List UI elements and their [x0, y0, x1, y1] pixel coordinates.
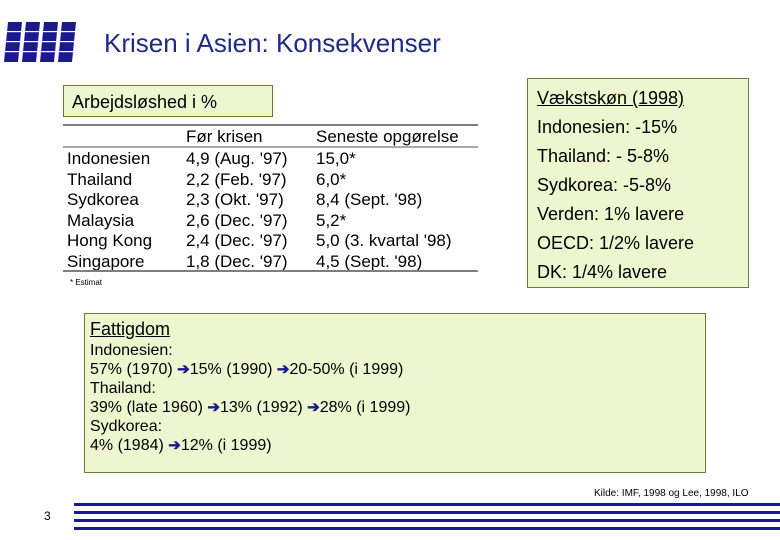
arrow-right-icon: ➔: [177, 361, 190, 378]
before-cell: 1,8 (Dec. '97): [186, 251, 288, 271]
poverty-value: 57% (1970): [90, 361, 173, 378]
before-cell: 2,6 (Dec. '97): [186, 210, 288, 230]
unemployment-table: [63, 124, 478, 272]
latest-cell: 15,0*: [316, 149, 356, 168]
arrow-right-icon: ➔: [207, 399, 220, 416]
poverty-value: 39% (late 1960): [90, 399, 203, 416]
table-row: [63, 148, 478, 169]
latest-cell: 5,2*: [316, 210, 347, 230]
poverty-value: 20-50% (i 1999): [289, 361, 404, 378]
country-cell: Malaysia: [67, 210, 135, 230]
table-bottom-rule: [63, 270, 478, 272]
poverty-values: [90, 398, 705, 417]
poverty-country: Indonesien:: [90, 342, 173, 359]
country-cell: Hong Kong: [67, 231, 153, 250]
growth-item: Thailand: - 5-8%: [537, 146, 670, 166]
growth-item: Sydkorea: -5-8%: [537, 175, 672, 195]
poverty-heading: Fattigdom: [90, 319, 171, 339]
poverty-values: [90, 436, 705, 455]
unemployment-label: Arbejdsløshed i %: [72, 92, 218, 112]
latest-cell: 5,0 (3. kvartal '98): [316, 231, 452, 250]
growth-item: Indonesien: -15%: [537, 117, 678, 137]
table-row: [63, 251, 478, 272]
page-title: Krisen i Asien: Konsekvenser: [104, 28, 441, 58]
growth-box: [527, 78, 749, 288]
header-before: Før krisen: [186, 127, 263, 146]
arrow-right-icon: ➔: [168, 437, 181, 454]
country-cell: Sydkorea: [67, 190, 139, 209]
page-number: 3: [44, 509, 51, 523]
decorative-lines: [74, 503, 780, 537]
header-latest: Seneste opgørelse: [316, 127, 459, 146]
unemployment-label-box: [63, 85, 273, 117]
table-footnote: * Estimat: [70, 278, 103, 287]
source-note: Kilde: IMF, 1998 og Lee, 1998, ILO: [594, 488, 749, 499]
country-cell: Thailand: [67, 169, 133, 189]
arrow-right-icon: ➔: [276, 361, 290, 378]
table-row: [63, 210, 478, 231]
growth-item: DK: 1/4% lavere: [537, 262, 668, 282]
latest-cell: 4,5 (Sept. '98): [316, 251, 423, 271]
latest-cell: 6,0*: [316, 169, 347, 189]
before-cell: 4,9 (Aug. '97): [186, 149, 288, 168]
before-cell: 2,2 (Feb. '97): [186, 169, 287, 189]
logo-icon: [2, 22, 82, 62]
poverty-value: 12% (i 1999): [180, 437, 272, 454]
latest-cell: 8,4 (Sept. '98): [316, 190, 423, 209]
poverty-value: 13% (1992): [220, 399, 303, 416]
country-cell: Singapore: [67, 251, 145, 271]
growth-item: OECD: 1/2% lavere: [537, 233, 695, 253]
country-cell: Indonesien: [67, 149, 151, 168]
poverty-country: Thailand:: [90, 380, 156, 397]
table-row: [63, 189, 478, 210]
poverty-country: Sydkorea:: [90, 418, 163, 435]
poverty-values: [90, 360, 705, 379]
table-row: [63, 230, 478, 251]
arrow-right-icon: ➔: [307, 399, 320, 416]
before-cell: 2,4 (Dec. '97): [186, 231, 288, 250]
poverty-value: 28% (i 1999): [319, 399, 411, 416]
growth-item: Verden: 1% lavere: [537, 204, 685, 224]
before-cell: 2,3 (Okt. '97): [186, 190, 284, 209]
poverty-box: [84, 313, 706, 473]
poverty-value: 4% (1984): [90, 437, 164, 454]
poverty-value: 15% (1990): [189, 361, 273, 378]
table-row: [63, 169, 478, 190]
growth-heading: Vækstskøn (1998): [537, 88, 685, 108]
table-header: [63, 126, 478, 147]
